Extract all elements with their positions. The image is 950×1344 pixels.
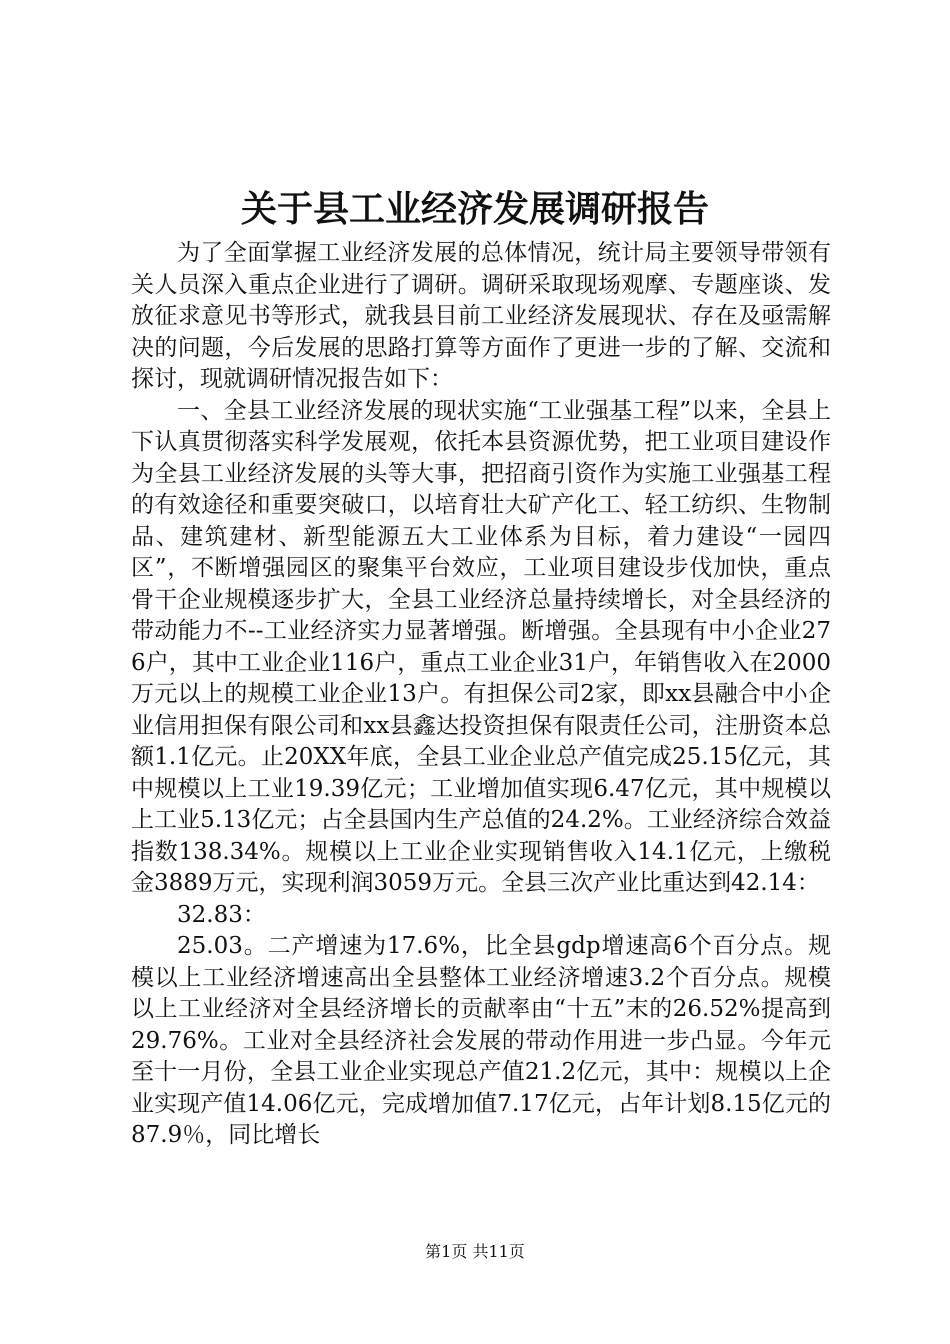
page-number-footer: 第1页 共11页: [425, 1242, 525, 1261]
paragraph-section-one: 一、全县工业经济发展的现状实施“工业强基工程”以来，全县上下认真贯彻落实科学发展观，依托本县资源优势，把工业项目建设作为全县工业经济发展的头等大事，把招商引资作为实施工业强基工程的有效途径和重要突破口，以培育壮大矿产化工、轻工纺织、生物制品、建筑建材、新型能源五大工业体系为目标，着力建设“一园四区”，不断增强园区的聚集平台效应，工业项目建设步伐加快，重点骨干企业规模逐步扩大，全县工业经济总量持续增长，对全县经济的带动能力不--工业经济实力显著增强。断增强。全县现有中小企业276户，其中工业企业116户，重点工业企业31户，年销售收入在2000万元以上的规模工业企业13户。有担保公司2家，即xx县融合中小企业信用担保有限公司和xx县鑫达投资担保有限责任公司，注册资本总额1.1亿元。止20XX年底，全县工业企业总产值完成25.15亿元，其中规模以上工业19.39亿元；工业增加值实现6.47亿元，其中规模以上工业5.13亿元；占全县国内生产总值的24.2%。工业经济综合效益指数138.34%。规模以上工业企业实现销售收入14.1亿元，上缴税金3889万元，实现利润3059万元。全县三次产业比重达到42.14：: [131, 397, 831, 896]
paragraph-intro: 为了全面掌握工业经济发展的总体情况，统计局主要领导带领有关人员深入重点企业进行了调研。调研采取现场观摩、专题座谈、发放征求意见书等形式，就我县目前工业经济发展现状、存在及亟需解决的问题，今后发展的思路打算等方面作了更进一步的了解、交流和探讨，现就调研情况报告如下：: [131, 240, 831, 392]
document-title: 关于县工业经济发展调研报告: [240, 188, 709, 230]
document-body: [131, 238, 831, 1152]
paragraph-growth: 25.03。二产增速为17.6%，比全县gdp增速高6个百分点。规模以上工业经济增速高出全县整体工业经济增速3.2个百分点。规模以上工业经济对全县经济增长的贡献率由“十五”末的26.52%提高到29.76%。工业对全县经济社会发展的带动作用进一步凸显。今年元至十一月份，全县工业企业实现总产值21.2亿元，其中：规模以上企业实现产值14.06亿元，完成增加值7.17亿元，占年计划8.15亿元的87.9％，同比增长: [131, 933, 831, 1148]
paragraph-ratio-part: 32.83：: [177, 901, 266, 928]
